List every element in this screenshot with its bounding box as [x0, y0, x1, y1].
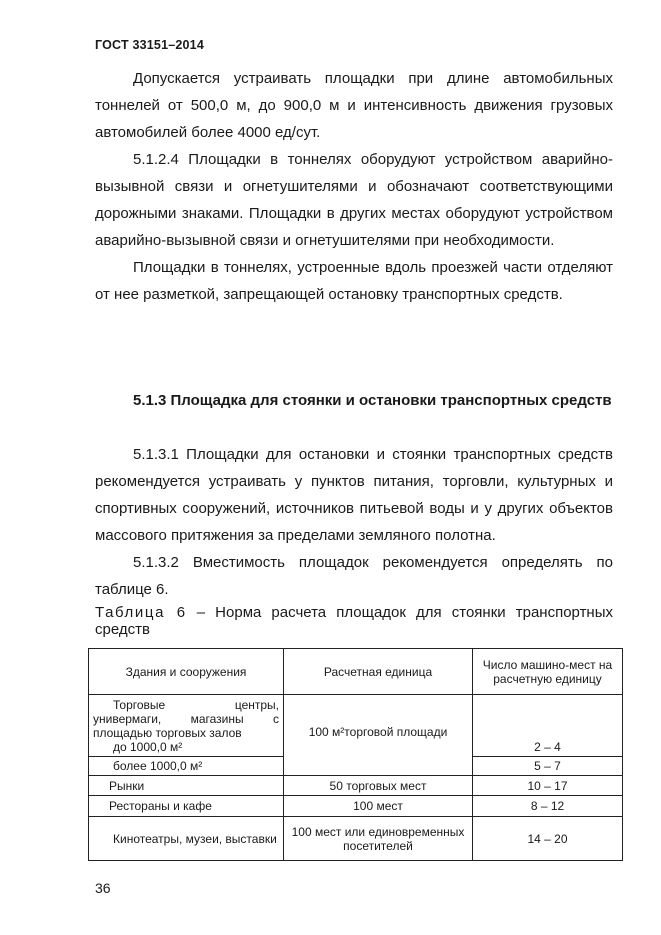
- table-caption: [95, 604, 613, 638]
- section-heading: 5.1.3 Площадка для стоянки и остановки транспортных средств: [133, 392, 612, 409]
- table-cell-count: 10 – 17: [473, 776, 623, 796]
- cell-text-sub: до 1000,0 м²: [113, 739, 183, 754]
- paragraph: Допускается устраивать площадки при длине автомобильных тоннелей от 500,0 м, до 900,0 м и интенсивность движения грузовых автомобилей более 4000 ед/сут.: [95, 70, 613, 141]
- table-row: [89, 796, 623, 817]
- cell-text: Торговые центры, универмаги, магазины с площадью торговых залов: [93, 697, 279, 740]
- table-cell-building: [89, 695, 284, 757]
- document-header: ГОСТ 33151–2014: [95, 38, 204, 52]
- table-cell-unit: 100 м²торговой площади: [284, 695, 473, 776]
- column-header: Расчетная единица: [284, 649, 473, 695]
- table-cell-unit: 50 торговых мест: [284, 776, 473, 796]
- table-cell-count: 14 – 20: [473, 817, 623, 861]
- table-row: [89, 817, 623, 861]
- paragraph: 5.1.3.1 Площадки для остановки и стоянки транспортных средств рекомендуется устраивать у пунктов питания, торговли, культурных и спортивных сооружений, источников питьевой воды и у других объектов массового притяжения за пределами земляного полотна.: [95, 446, 613, 544]
- column-header: Здания и сооружения: [89, 649, 284, 695]
- table-cell-unit: 100 мест или единовременных посетителей: [284, 817, 473, 861]
- page-number: 36: [95, 880, 111, 896]
- body-text-section: [95, 441, 613, 603]
- table-row: [89, 776, 623, 796]
- table-row: [89, 695, 623, 757]
- table-cell-count: 5 – 7: [473, 757, 623, 776]
- table-caption-label: Таблица 6: [95, 604, 187, 621]
- table-cell-building: более 1000,0 м²: [89, 757, 284, 776]
- body-text-top: [95, 65, 613, 308]
- paragraph: Площадки в тоннелях, устроенные вдоль проезжей части отделяют от нее разметкой, запрещающей остановку транспортных средств.: [95, 259, 613, 303]
- table-cell-building: Рестораны и кафе: [89, 796, 284, 817]
- paragraph: 5.1.2.4 Площадки в тоннелях оборудуют устройством аварийно-вызывной связи и огнетушителями и обозначают соответствующими дорожными знаками. Площадки в других местах оборудуют устройством аварийно-вызывной связи и огнетушителями при необходимости.: [95, 151, 613, 249]
- table-header-row: [89, 649, 623, 695]
- table-cell-building: Рынки: [89, 776, 284, 796]
- table-cell-unit: 100 мест: [284, 796, 473, 817]
- column-header: Число машино-мест на расчетную единицу: [473, 649, 623, 695]
- table-cell-count: 8 – 12: [473, 796, 623, 817]
- table-caption-text: – Норма расчета площадок для стоянки транспортных средств: [95, 604, 613, 638]
- table-cell-building: Кинотеатры, музеи, выставки: [89, 817, 284, 861]
- table-cell-count: 2 – 4: [473, 695, 623, 757]
- paragraph: 5.1.3.2 Вместимость площадок рекомендуется определять по таблице 6.: [95, 554, 613, 598]
- parking-norms-table: [88, 648, 623, 861]
